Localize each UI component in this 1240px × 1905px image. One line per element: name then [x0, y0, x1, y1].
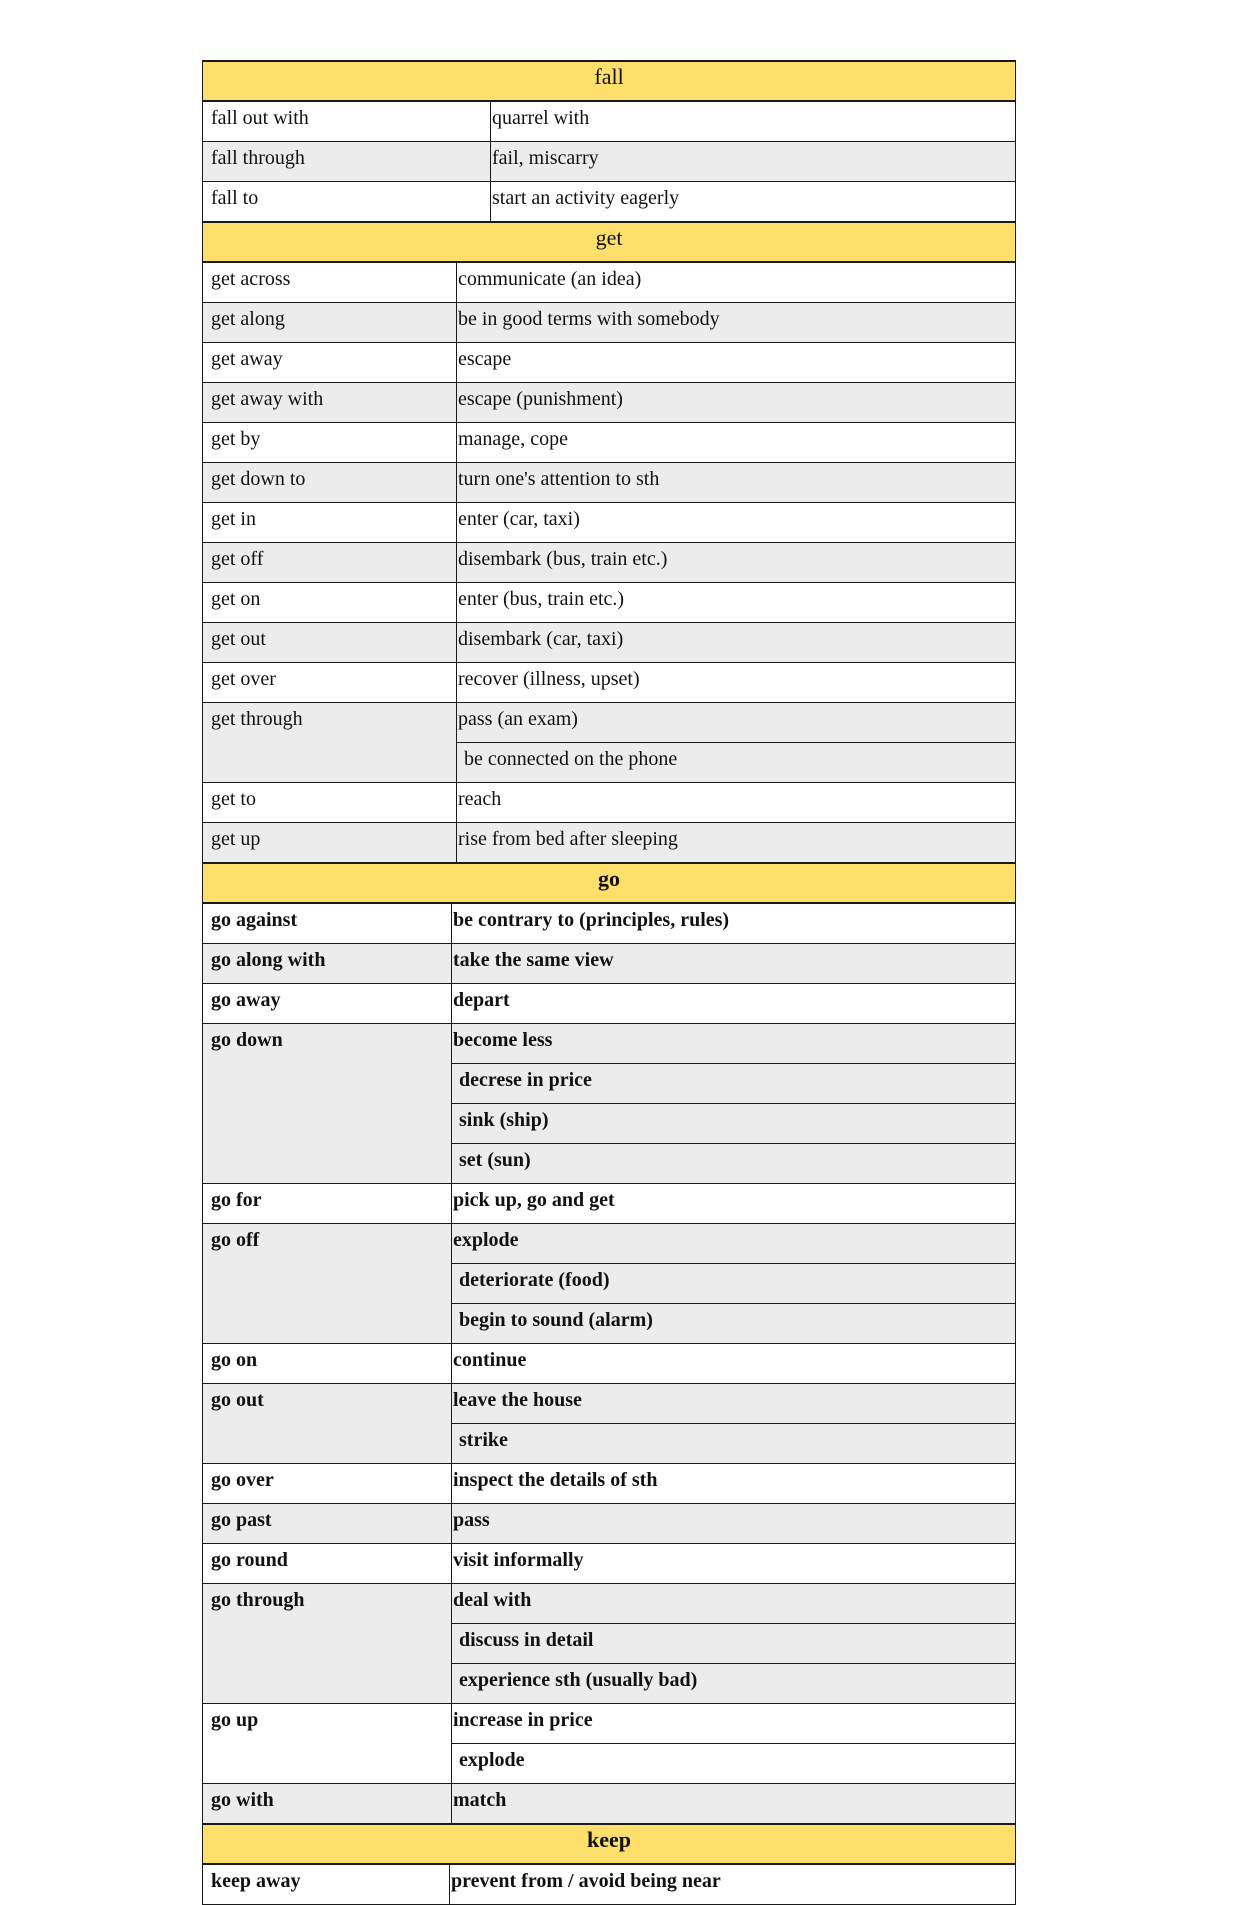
meaning: turn one's attention to sth — [457, 463, 1016, 503]
table-row — [203, 1864, 1016, 1905]
phrasal-verb: get to — [203, 783, 457, 823]
table-row — [203, 1784, 1016, 1825]
phrasal-verb: fall out with — [203, 101, 491, 142]
section-title: keep — [203, 1824, 1016, 1864]
table-row — [203, 703, 1016, 743]
phrasal-verbs-table — [202, 60, 1016, 1905]
phrasal-verb: go out — [203, 1384, 452, 1464]
table-row — [203, 823, 1016, 864]
meaning: visit informally — [452, 1544, 1016, 1584]
meaning: be connected on the phone — [457, 743, 1016, 783]
phrasal-verb: get away with — [203, 383, 457, 423]
meaning: begin to sound (alarm) — [452, 1304, 1016, 1344]
table-row — [203, 182, 1016, 223]
table-row — [203, 303, 1016, 343]
table-row — [203, 503, 1016, 543]
table-row — [203, 1224, 1016, 1264]
phrasal-verb: get through — [203, 703, 457, 783]
meaning: match — [452, 1784, 1016, 1825]
table-row — [203, 1344, 1016, 1384]
meaning: pick up, go and get — [452, 1184, 1016, 1224]
phrasal-verb: go through — [203, 1584, 452, 1704]
phrasal-verb: go against — [203, 903, 452, 944]
meaning: take the same view — [452, 944, 1016, 984]
table-row — [203, 623, 1016, 663]
meaning: disembark (bus, train etc.) — [457, 543, 1016, 583]
meaning: strike — [452, 1424, 1016, 1464]
table-row — [203, 1024, 1016, 1064]
meaning: rise from bed after sleeping — [457, 823, 1016, 864]
meaning: pass (an exam) — [457, 703, 1016, 743]
phrasal-verb: go past — [203, 1504, 452, 1544]
phrasal-verb: get on — [203, 583, 457, 623]
phrasal-verb: get along — [203, 303, 457, 343]
meaning: inspect the details of sth — [452, 1464, 1016, 1504]
table-row — [203, 783, 1016, 823]
section-title: get — [203, 222, 1016, 262]
table-row — [203, 1184, 1016, 1224]
meaning: become less — [452, 1024, 1016, 1064]
phrasal-verb: go over — [203, 1464, 452, 1504]
table-row — [203, 944, 1016, 984]
table-row — [203, 903, 1016, 944]
table-row — [203, 142, 1016, 182]
meaning: discuss in detail — [452, 1624, 1016, 1664]
meaning: enter (bus, train etc.) — [457, 583, 1016, 623]
meaning: deteriorate (food) — [452, 1264, 1016, 1304]
table-row — [203, 984, 1016, 1024]
table-row — [203, 1464, 1016, 1504]
meaning: disembark (car, taxi) — [457, 623, 1016, 663]
meaning: continue — [452, 1344, 1016, 1384]
phrasal-verb: go off — [203, 1224, 452, 1344]
table-row — [203, 423, 1016, 463]
table-row — [203, 463, 1016, 503]
table-body — [203, 61, 1016, 1905]
section-title: go — [203, 863, 1016, 903]
meaning: communicate (an idea) — [457, 262, 1016, 303]
phrasal-verb: get in — [203, 503, 457, 543]
meaning: prevent from / avoid being near — [450, 1864, 1016, 1905]
phrasal-verb: get down to — [203, 463, 457, 503]
table-row — [203, 101, 1016, 142]
phrasal-verb: get by — [203, 423, 457, 463]
meaning: escape (punishment) — [457, 383, 1016, 423]
table-row — [203, 543, 1016, 583]
phrasal-verb: go up — [203, 1704, 452, 1784]
table-row — [203, 1704, 1016, 1744]
meaning: sink (ship) — [452, 1104, 1016, 1144]
phrasal-verb: go along with — [203, 944, 452, 984]
table-row — [203, 383, 1016, 423]
table-row — [203, 583, 1016, 623]
meaning: pass — [452, 1504, 1016, 1544]
phrasal-verb: fall through — [203, 142, 491, 182]
table-row — [203, 343, 1016, 383]
table-row — [203, 1544, 1016, 1584]
phrasal-verb: go with — [203, 1784, 452, 1825]
table-row — [203, 1504, 1016, 1544]
phrasal-verb: go round — [203, 1544, 452, 1584]
meaning: fail, miscarry — [491, 142, 1016, 182]
phrasal-verb: go down — [203, 1024, 452, 1184]
phrasal-verb: go for — [203, 1184, 452, 1224]
phrasal-verb: get up — [203, 823, 457, 864]
meaning: enter (car, taxi) — [457, 503, 1016, 543]
meaning: be contrary to (principles, rules) — [452, 903, 1016, 944]
meaning: set (sun) — [452, 1144, 1016, 1184]
meaning: depart — [452, 984, 1016, 1024]
table-row — [203, 262, 1016, 303]
meaning: recover (illness, upset) — [457, 663, 1016, 703]
meaning: explode — [452, 1744, 1016, 1784]
table-row — [203, 1584, 1016, 1624]
phrasal-verb: get out — [203, 623, 457, 663]
meaning: experience sth (usually bad) — [452, 1664, 1016, 1704]
meaning: deal with — [452, 1584, 1016, 1624]
phrasal-verb: get off — [203, 543, 457, 583]
table-row — [203, 663, 1016, 703]
meaning: explode — [452, 1224, 1016, 1264]
phrasal-verb: get across — [203, 262, 457, 303]
phrasal-verb: get away — [203, 343, 457, 383]
meaning: leave the house — [452, 1384, 1016, 1424]
meaning: manage, cope — [457, 423, 1016, 463]
meaning: increase in price — [452, 1704, 1016, 1744]
meaning: decrese in price — [452, 1064, 1016, 1104]
meaning: escape — [457, 343, 1016, 383]
section-header-row — [203, 1824, 1016, 1864]
section-title: fall — [203, 61, 1016, 101]
section-header-row — [203, 222, 1016, 262]
meaning: reach — [457, 783, 1016, 823]
phrasal-verb: keep away — [203, 1864, 450, 1905]
meaning: be in good terms with somebody — [457, 303, 1016, 343]
section-header-row — [203, 863, 1016, 903]
meaning: start an activity eagerly — [491, 182, 1016, 223]
phrasal-verb: get over — [203, 663, 457, 703]
phrasal-verb: go away — [203, 984, 452, 1024]
phrasal-verb: fall to — [203, 182, 491, 223]
meaning: quarrel with — [491, 101, 1016, 142]
table-row — [203, 1384, 1016, 1424]
section-header-row — [203, 61, 1016, 101]
phrasal-verb: go on — [203, 1344, 452, 1384]
